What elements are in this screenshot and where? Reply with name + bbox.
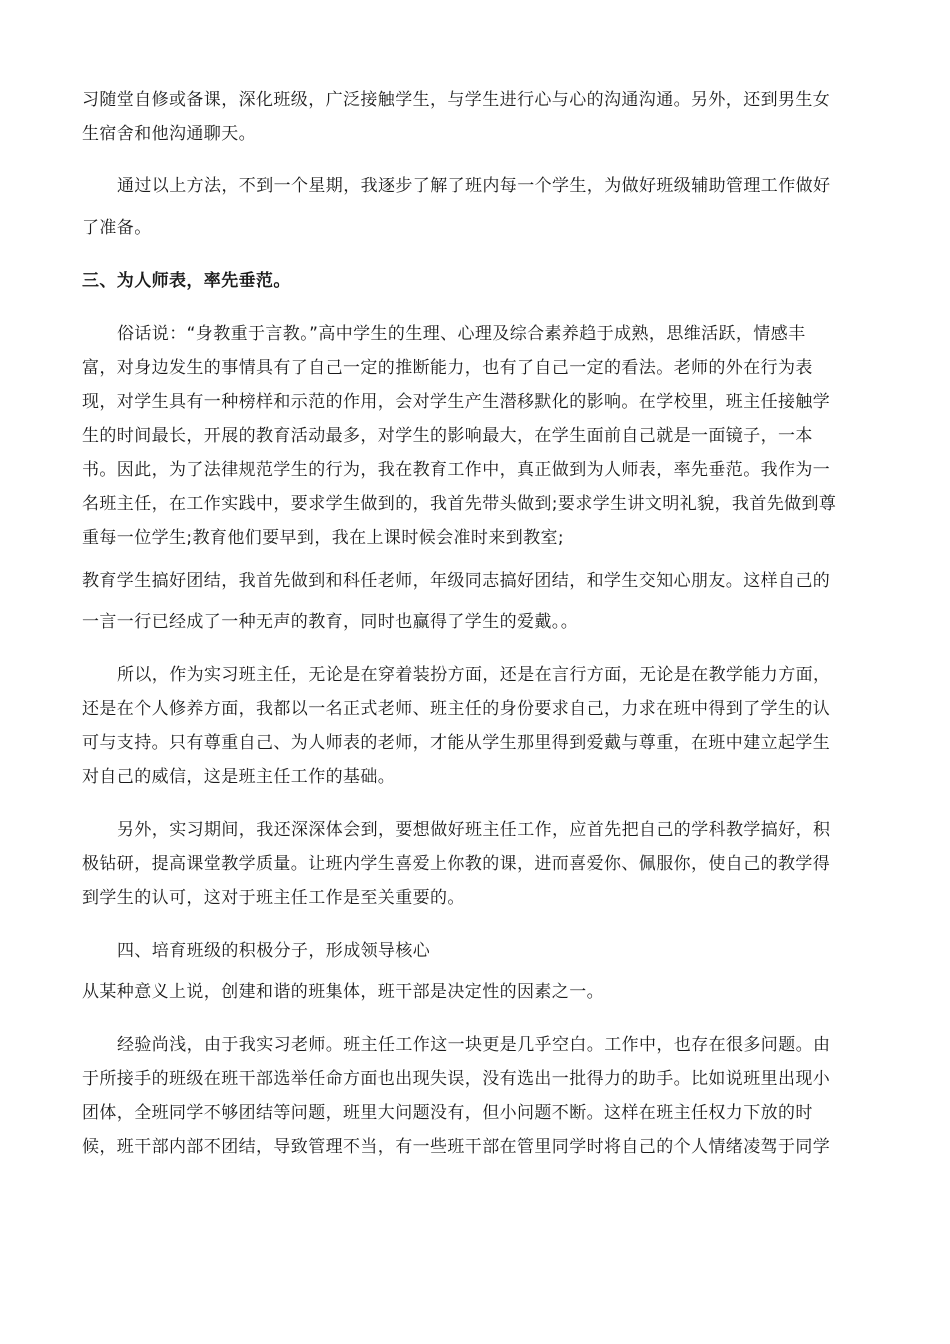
text-line: 重每一位学生;教育他们要早到，我在上课时候会准时来到教室;: [82, 528, 565, 548]
text-line: 从某种意义上说，创建和谐的班集体，班干部是决定性的因素之一。: [82, 982, 604, 1002]
text-line: 俗话说：“身教重于言教。”高中学生的生理、心理及综合素养趋于成熟，思维活跃，情感丰: [117, 324, 806, 344]
text-line: 另外，实习期间，我还深深体会到，要想做好班主任工作，应首先把自己的学科教学搞好，积: [117, 820, 831, 840]
text-line: 现，对学生具有一种榜样和示范的作用，会对学生产生潜移默化的影响。在学校里，班主任接触学: [82, 392, 831, 412]
text-line: 所以，作为实习班主任，无论是在穿着装扮方面，还是在言行方面，无论是在教学能力方面，: [117, 665, 831, 685]
text-line: 极钻研，提高课堂教学质量。让班内学生喜爱上你教的课，进而喜爱你、佩服你，使自己的教学得: [82, 854, 831, 874]
text-line: 团体，全班同学不够团结等问题，班里大问题没有，但小问题不断。这样在班主任权力下放的时: [82, 1103, 813, 1123]
text-line: 生的时间最长，开展的教育活动最多，对学生的影响最大，在学生面前自己就是一面镜子，一本: [82, 426, 813, 446]
text-line: 名班主任，在工作实践中，要求学生做到的，我首先带头做到;要求学生讲文明礼貌，我首先做到尊: [82, 494, 837, 514]
text-line: 了准备。: [82, 218, 152, 238]
text-line: 习随堂自修或备课，深化班级，广泛接触学生，与学生进行心与心的沟通沟通。另外，还到男生女: [82, 90, 831, 110]
text-line: 还是在个人修养方面，我都以一名正式老师、班主任的身份要求自己，力求在班中得到了学生的认: [82, 699, 831, 719]
text-line: 通过以上方法，不到一个星期，我逐步了解了班内每一个学生，为做好班级辅助管理工作做好: [117, 176, 831, 196]
text-line: 书。因此，为了法律规范学生的行为，我在教育工作中，真正做到为人师表，率先垂范。我作为一: [82, 460, 831, 480]
text-line: 生宿舍和他沟通聊天。: [82, 124, 256, 144]
text-line: 可与支持。只有尊重自己、为人师表的老师，才能从学生那里得到爱戴与尊重，在班中建立起学生: [82, 733, 831, 753]
text-line: 经验尚浅，由于我实习老师。班主任工作这一块更是几乎空白。工作中，也存在很多问题。由: [117, 1035, 831, 1055]
text-line: 教育学生搞好团结，我首先做到和科任老师，年级同志搞好团结，和学生交知心朋友。这样自己的: [82, 571, 831, 591]
section-heading: 四、培育班级的积极分子，形成领导核心: [117, 941, 431, 961]
text-line: 对自己的威信，这是班主任工作的基础。: [82, 767, 396, 787]
text-line: 于所接手的班级在班干部选举任命方面也出现失误，没有选出一批得力的助手。比如说班里出现小: [82, 1069, 831, 1089]
text-line: 候，班干部内部不团结，导致管理不当，有一些班干部在管里同学时将自己的个人情绪凌驾于同学: [82, 1137, 831, 1157]
text-line: 富，对身边发生的事情具有了自己一定的推断能力，也有了自己一定的看法。老师的外在行为表: [82, 358, 813, 378]
text-line: 到学生的认可，这对于班主任工作是至关重要的。: [82, 888, 465, 908]
section-heading: 三、为人师表，率先垂范。: [82, 271, 291, 291]
text-line: 一言一行已经成了一种无声的教育，同时也赢得了学生的爱戴。。: [82, 612, 579, 632]
